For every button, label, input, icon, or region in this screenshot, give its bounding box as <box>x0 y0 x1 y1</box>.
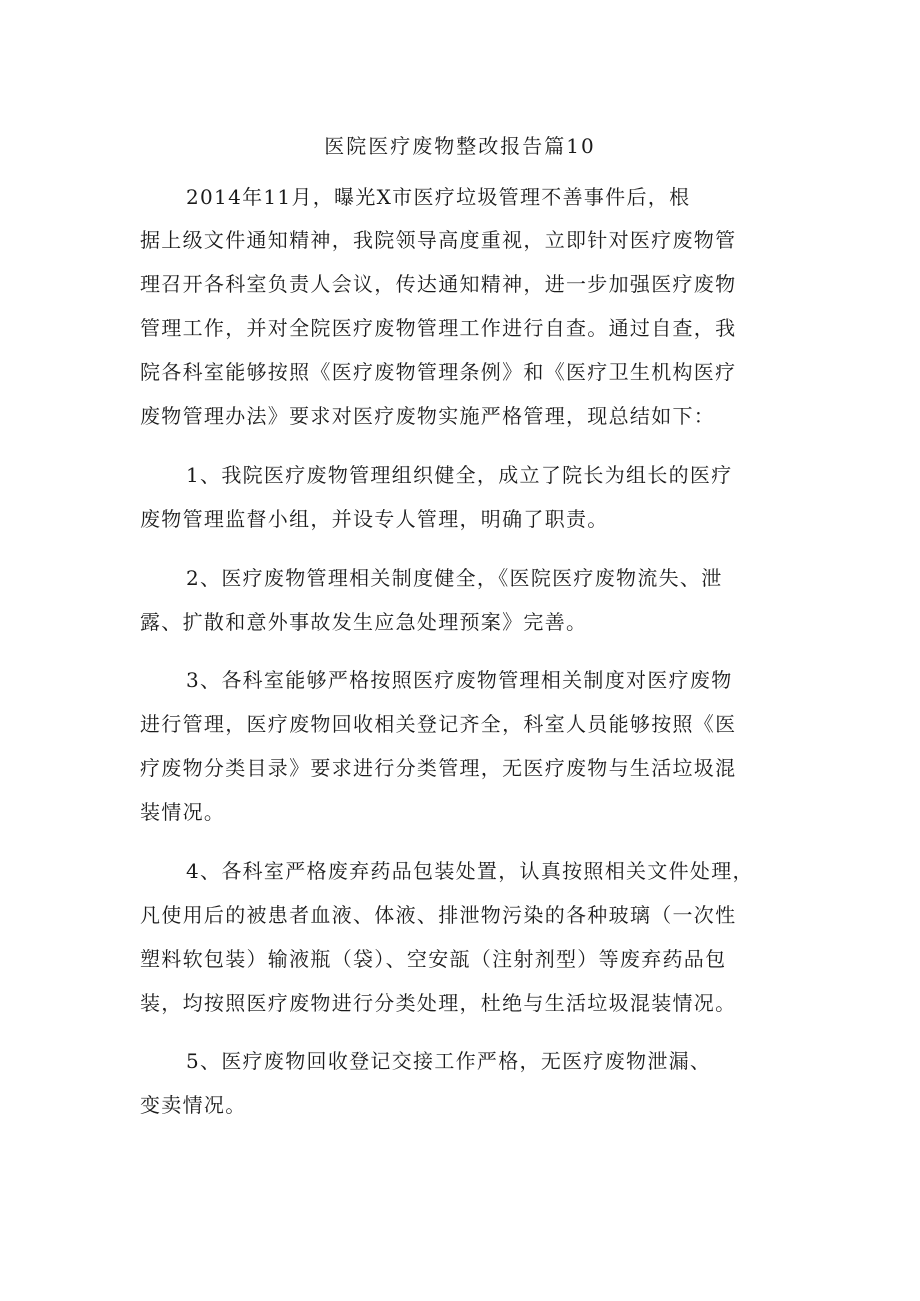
paragraph-line: 3、各科室能够严格按照医疗废物管理相关制度对医疗废物 <box>186 668 733 692</box>
paragraph-line: 1、我院医疗废物管理组织健全，成立了院长为组长的医疗 <box>186 463 733 487</box>
paragraph-line: 塑料软包装）输液瓶（袋）、空安瓿（注射剂型）等废弃药品包 <box>140 947 727 971</box>
paragraph-line: 装，均按照医疗废物进行分类处理，杜绝与生活垃圾混装情况。 <box>140 991 737 1015</box>
paragraph-line: 废物管理办法》要求对医疗废物实施严格管理，现总结如下： <box>140 404 716 428</box>
paragraph-line: 变卖情况。 <box>140 1093 247 1117</box>
document-title: 医院医疗废物整改报告篇10 <box>324 134 596 158</box>
paragraph-line: 废物管理监督小组，并设专人管理，明确了职责。 <box>140 507 609 531</box>
paragraph-line: 露、扩散和意外事故发生应急处理预案》完善。 <box>140 610 588 634</box>
paragraph-line: 院各科室能够按照《医疗废物管理条例》和《医疗卫生机构医疗 <box>140 360 737 384</box>
paragraph-line: 4、各科室严格废弃药品包装处置，认真按照相关文件处理， <box>186 859 754 883</box>
paragraph-line: 理召开各科室负责人会议，传达通知精神，进一步加强医疗废物 <box>140 272 737 296</box>
paragraph-line: 装情况。 <box>140 800 226 824</box>
paragraph-line: 2、医疗废物管理相关制度健全，《医院医疗废物流失、泄 <box>186 566 723 590</box>
paragraph-line: 管理工作，并对全院医疗废物管理工作进行自查。通过自查，我 <box>140 316 737 340</box>
paragraph-line: 疗废物分类目录》要求进行分类管理，无医疗废物与生活垃圾混 <box>140 756 737 780</box>
paragraph-line: 2014年11月，曝光X市医疗垃圾管理不善事件后，根 <box>186 185 691 209</box>
paragraph-line: 凡使用后的被患者血液、体液、排泄物污染的各种玻璃（一次性 <box>140 903 737 927</box>
paragraph-line: 5、医疗废物回收登记交接工作严格，无医疗废物泄漏、 <box>186 1049 712 1073</box>
paragraph-line: 进行管理，医疗废物回收相关登记齐全，科室人员能够按照《医 <box>140 712 737 736</box>
paragraph-line: 据上级文件通知精神，我院领导高度重视，立即针对医疗废物管 <box>140 228 737 252</box>
